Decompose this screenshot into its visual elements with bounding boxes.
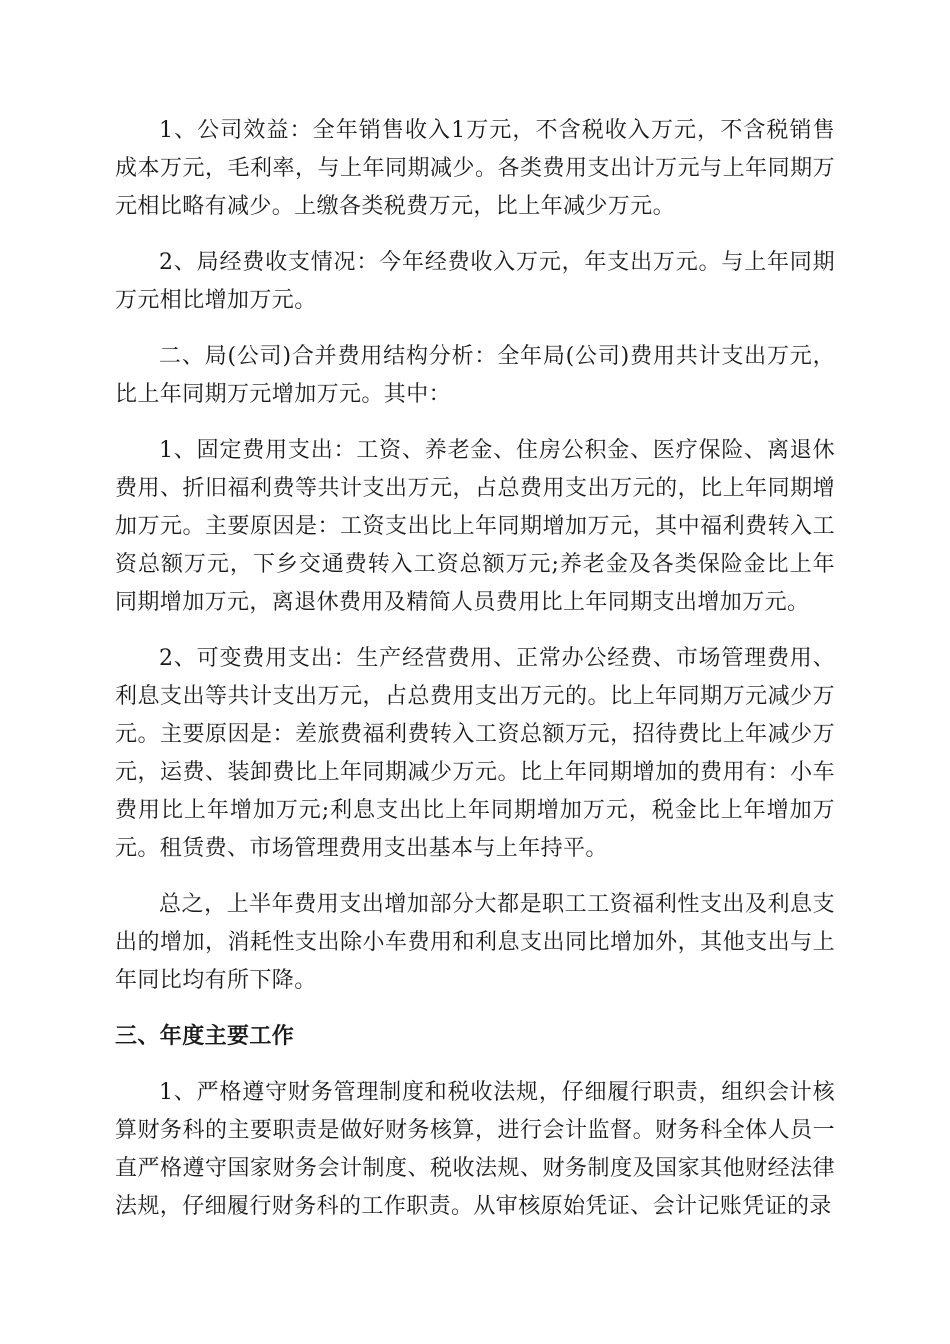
paragraph-fixed-costs: 1、固定费用支出：工资、养老金、住房公积金、医疗保险、离退休费用、折旧福利费等共计支出万元，占总费用支出万元的，比上年同期增加万元。主要原因是：工资支出比上年同期增加万元，其中福利费转入工资总额万元，下乡交通费转入工资总额万元;养老金及各类保险金比上年同期增加万元，离退休费用及精简人员费用比上年同期支出增加万元。	[115, 438, 835, 615]
paragraph-bureau-funds: 2、局经费收支情况：今年经费收入万元，年支出万元。与上年同期万元相比增加万元。	[115, 250, 835, 313]
paragraph-company-benefit: 1、公司效益：全年销售收入1万元，不含税收入万元，不含税销售成本万元，毛利率，与上年同期减少。各类费用支出计万元与上年同期万元相比略有减少。上缴各类税费万元，比上年减少万元。	[115, 118, 835, 219]
paragraph-summary: 总之，上半年费用支出增加部分大都是职工工资福利性支出及利息支出的增加，消耗性支出除小车费用和利息支出同比增加外，其他支出与上年同比均有所下降。	[115, 892, 835, 993]
paragraph-main-work-1: 1、严格遵守财务管理制度和税收法规，仔细履行职责，组织会计核算财务科的主要职责是做好财务核算，进行会计监督。财务科全体人员一直严格遵守国家财务会计制度、税收法规、财务制度及国家其他财经法律法规，仔细履行财务科的工作职责。从审核原始凭证、会计记账凭证的录	[115, 1080, 835, 1219]
document-body	[115, 112, 835, 1244]
paragraph-variable-costs: 2、可变费用支出：生产经营费用、正常办公经费、市场管理费用、利息支出等共计支出万元，占总费用支出万元的。比上年同期万元减少万元。主要原因是：差旅费福利费转入工资总额万元，招待费比上年减少万元，运费、装卸费比上年同期减少万元。比上年同期增加的费用有：小车费用比上年增加万元;利息支出比上年同期增加万元，税金比上年增加万元。租赁费、市场管理费用支出基本与上年持平。	[115, 646, 835, 861]
paragraph-cost-structure: 二、局(公司)合并费用结构分析：全年局(公司)费用共计支出万元，比上年同期万元增加万元。其中：	[115, 344, 835, 407]
section-heading: 三、年度主要工作	[115, 1024, 295, 1049]
